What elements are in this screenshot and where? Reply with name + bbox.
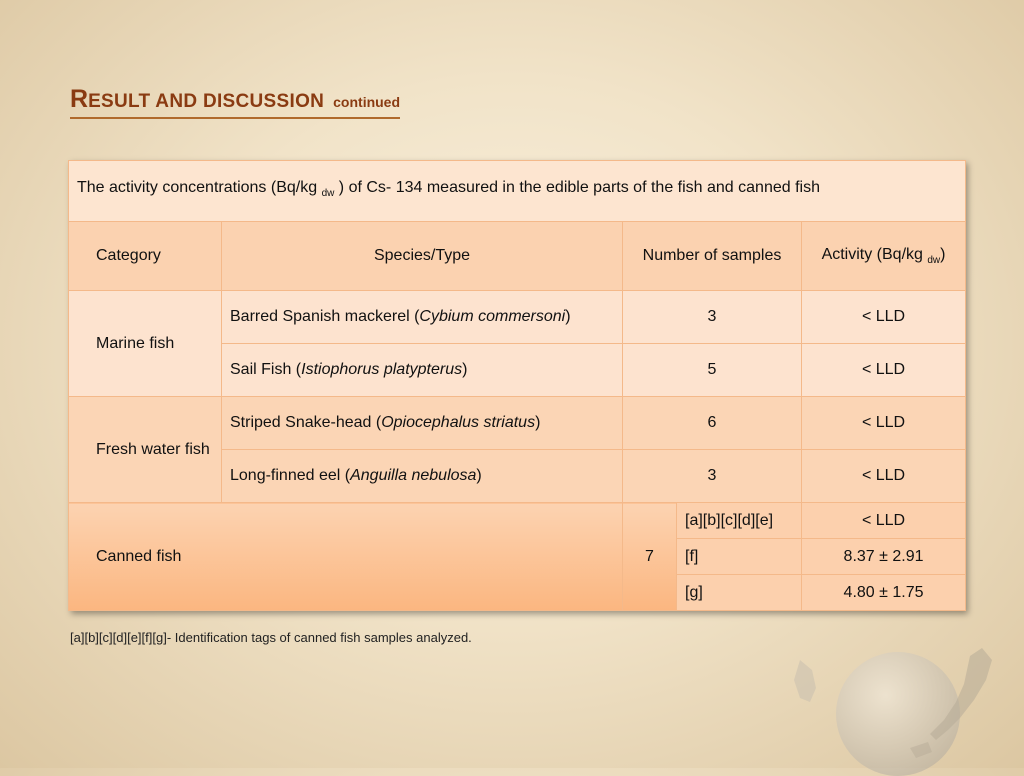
activity-cell: 4.80 ± 1.75: [802, 575, 966, 611]
samples-cell: 3: [623, 291, 802, 344]
canned-category-cell: Canned fish: [69, 503, 623, 611]
map-decoration-icon: [760, 640, 1024, 768]
species-cell: Sail Fish (Istiophorus platypterus): [222, 344, 623, 397]
samples-cell: 5: [623, 344, 802, 397]
category-cell: Fresh water fish: [69, 397, 222, 503]
title-text: ESULT AND DISCUSSION: [88, 91, 325, 112]
samples-cell: 6: [623, 397, 802, 450]
title-suffix: continued: [333, 94, 401, 110]
tag-cell: [g]: [677, 575, 802, 611]
activity-cell: < LLD: [802, 397, 966, 450]
table-caption: The activity concentrations (Bq/kg $_{dw}$ ) of Cs- 134 measured in the edible parts of the fish and canned fish: [69, 161, 966, 222]
tag-cell: [a][b][c][d][e]: [677, 503, 802, 539]
species-cell: Striped Snake-head (Opiocephalus striatus): [222, 397, 623, 450]
table-header-row: [69, 222, 966, 291]
activity-cell: < LLD: [802, 450, 966, 503]
slide-title: [70, 84, 400, 119]
tag-cell: [f]: [677, 539, 802, 575]
header-samples: Number of samples: [623, 222, 802, 291]
activity-cell: 8.37 ± 2.91: [802, 539, 966, 575]
header-category: Category: [69, 222, 222, 291]
species-cell: Long-finned eel (Anguilla nebulosa): [222, 450, 623, 503]
header-species: Species/Type: [222, 222, 623, 291]
footnote: [a][b][c][d][e][f][g]- Identification tags of canned fish samples analyzed.: [70, 630, 472, 645]
activity-cell: < LLD: [802, 291, 966, 344]
species-cell: Barred Spanish mackerel (Cybium commersoni): [222, 291, 623, 344]
activity-cell: < LLD: [802, 503, 966, 539]
table-row: [69, 397, 966, 450]
canned-samples-cell: 7: [623, 503, 677, 611]
category-cell: Marine fish: [69, 291, 222, 397]
activity-cell: < LLD: [802, 344, 966, 397]
table-row: [69, 291, 966, 344]
activity-table-container: [68, 160, 965, 611]
table-row: [69, 503, 966, 539]
samples-cell: 3: [623, 450, 802, 503]
activity-table: [68, 160, 966, 611]
title-initial: R: [70, 85, 89, 113]
header-activity: Activity (Bq/kg $_{dw}$): [802, 222, 966, 291]
